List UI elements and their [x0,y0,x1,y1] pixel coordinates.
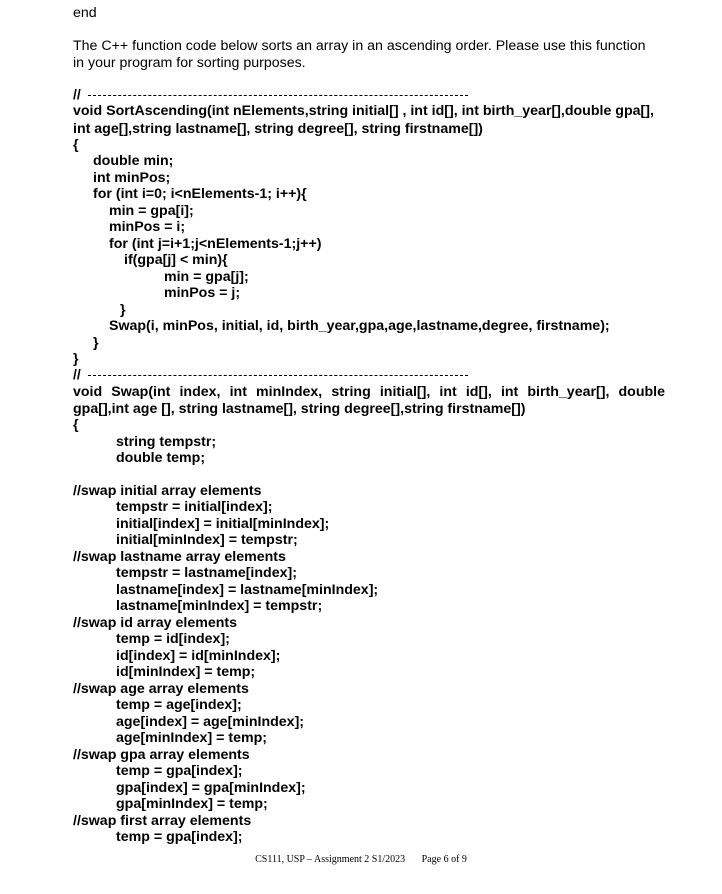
code-comment: //swap gpa array elements [73,747,250,763]
code-line: for (int j=i+1;j<nElements-1;j++) [109,236,322,252]
code-line: double min; [93,153,174,169]
code-line: { [73,417,79,433]
code-line: double temp; [116,450,206,466]
top-word: end [73,5,97,21]
code-line: } [73,351,79,367]
code-line: int age[],string lastname[], string degree[], string firstname[]) [73,121,483,137]
code-line: gpa[index] = gpa[minIndex]; [116,780,306,796]
separator-line-1 [88,95,468,96]
code-line: gpa[minIndex] = temp; [116,796,268,812]
code-line: if(gpa[j] < min){ [124,252,228,268]
separator-comment-1: // [73,86,81,102]
code-line: id[minIndex] = temp; [116,664,256,680]
code-line: initial[minIndex] = tempstr; [116,532,298,548]
code-line: temp = gpa[index]; [116,829,243,845]
code-line: lastname[minIndex] = tempstr; [116,598,323,614]
code-line: Swap(i, minPos, initial, id, birth_year,gpa,age,lastname,degree, firstname); [109,318,610,334]
code-line: temp = id[index]; [116,631,230,647]
code-comment: //swap initial array elements [73,483,262,499]
code-line: int minPos; [93,170,171,186]
code-comment: //swap age array elements [73,681,249,697]
code-comment: //swap first array elements [73,813,252,829]
code-line: min = gpa[j]; [164,269,249,285]
code-comment: //swap lastname array elements [73,549,286,565]
code-line: lastname[index] = lastname[minIndex]; [116,582,379,598]
code-line: tempstr = lastname[index]; [116,565,297,581]
intro-line-2: in your program for sorting purposes. [73,55,306,71]
footer-course: CS111, USP – Assignment 2 S1/2023 [255,854,406,865]
code-line: for (int i=0; i<nElements-1; i++){ [93,186,307,202]
code-line: id[index] = id[minIndex]; [116,648,281,664]
code-line: tempstr = initial[index]; [116,499,273,515]
code-line: temp = age[index]; [116,697,242,713]
separator-comment-2: // [73,366,81,382]
code-line: void SortAscending(int nElements,string initial[] , int id[], int birth_year[],double gpa[], [73,103,654,119]
code-line: minPos = i; [109,219,186,235]
page-footer [0,854,722,866]
code-line: age[minIndex] = temp; [116,730,267,746]
code-line: gpa[],int age [], string lastname[], string degree[],string firstname[]) [73,401,526,417]
code-line: string tempstr; [116,434,217,450]
code-line: min = gpa[i]; [109,203,194,219]
code-line: { [73,137,79,153]
intro-line-1: The C++ function code below sorts an array in an ascending order. Please use this function [73,38,646,54]
footer-page-number: Page 6 of 9 [421,854,467,865]
code-line: } [120,302,126,318]
code-comment: //swap id array elements [73,615,238,631]
code-line: age[index] = age[minIndex]; [116,714,305,730]
code-line: } [93,335,99,351]
code-line: temp = gpa[index]; [116,763,243,779]
code-line: initial[index] = initial[minIndex]; [116,516,330,532]
separator-line-2 [88,375,468,376]
code-line: minPos = j; [164,285,241,301]
code-line: void Swap(int index, int minIndex, string initial[], int id[], int birth_year[], double [73,384,665,400]
